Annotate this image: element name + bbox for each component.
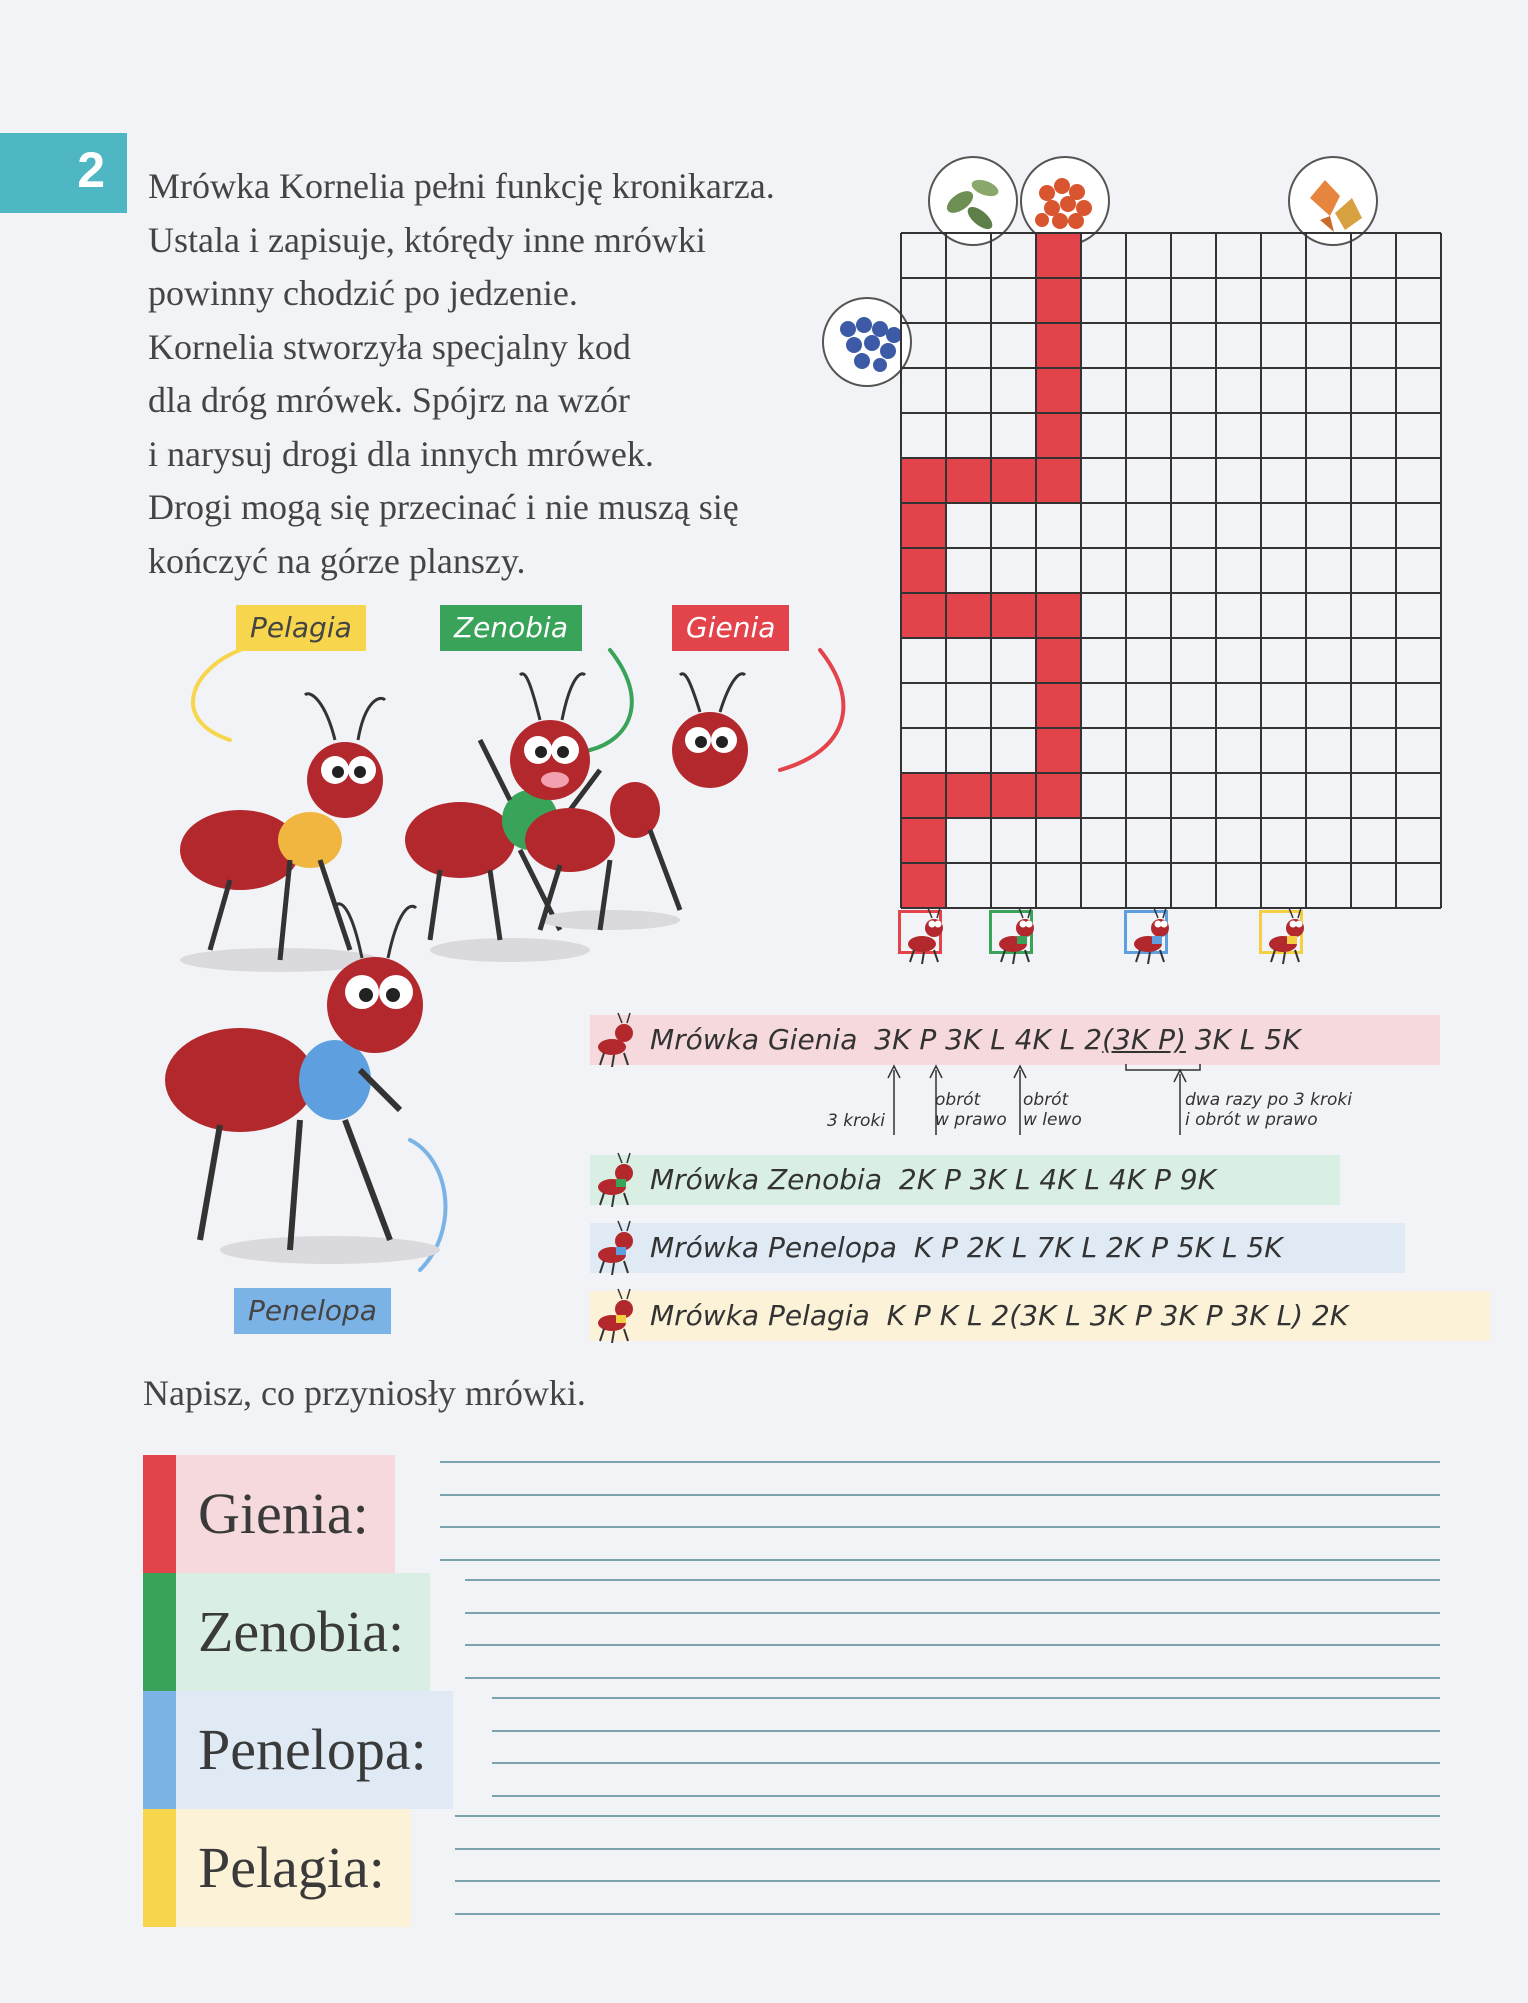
name-tag-zenobia: Zenobia <box>440 605 582 651</box>
path-cell <box>991 458 1036 503</box>
annotation-left-turn-line2: w lewo <box>1023 1110 1082 1130</box>
zenobia-arrow <box>590 650 632 750</box>
answer-label: Zenobia: <box>176 1573 430 1691</box>
annotation-twice-line1: dwa razy po 3 kroki <box>1185 1090 1352 1110</box>
instruction-line: powinny chodzić po jedzenie. <box>148 273 578 313</box>
exercise-number-tab <box>0 133 127 213</box>
path-cell <box>946 458 991 503</box>
path-cell <box>901 773 946 818</box>
exercise-instructions <box>148 160 908 588</box>
instruction-line: kończyć na górze planszy. <box>148 540 526 581</box>
path-cell <box>1036 593 1081 638</box>
path-cell <box>1036 638 1081 683</box>
path-cell <box>1036 728 1081 773</box>
path-cell <box>901 593 946 638</box>
code-sequence: K P 2K L 7K L 2K P 5K L 5K <box>913 1231 1283 1264</box>
code-row-zenobia <box>590 1155 1340 1205</box>
code-group: (3K P) <box>1102 1023 1186 1056</box>
path-cell <box>1036 773 1081 818</box>
code-row-pelagia <box>590 1291 1490 1341</box>
path-cell <box>1036 368 1081 413</box>
path-cell <box>946 593 991 638</box>
instruction-line: Mrówka Kornelia pełni funkcję kronikarza. <box>148 166 775 206</box>
answer-lines-pelagia[interactable] <box>455 1809 1440 1927</box>
code-row-penelopa <box>590 1223 1405 1273</box>
yellow-ant-icon <box>594 1285 644 1343</box>
color-bar <box>143 1573 176 1691</box>
annotation-steps: 3 kroki <box>827 1111 886 1131</box>
exercise-number: 2 <box>77 142 105 198</box>
answer-label: Gienia: <box>176 1455 395 1573</box>
yellow-ant-icon <box>1269 908 1304 964</box>
code-sequence: 2K P 3K L 4K L 4K P 9K <box>898 1163 1216 1196</box>
instruction-line: i narysuj drogi dla innych mrówek. <box>148 433 654 474</box>
code-label: Mrówka Zenobia <box>650 1163 882 1196</box>
code-label: Mrówka Gienia <box>650 1023 858 1056</box>
path-cell <box>991 593 1036 638</box>
path-cell <box>901 818 946 863</box>
annotation-twice-line2: i obrót w prawo <box>1185 1110 1318 1130</box>
code-sequence: 3K P 3K L 4K L 2 <box>874 1023 1103 1056</box>
answer-lines-zenobia[interactable] <box>465 1573 1440 1691</box>
path-cell <box>946 773 991 818</box>
gienia-ant-icon <box>525 674 748 930</box>
answer-label: Pelagia: <box>176 1809 411 1927</box>
color-bar <box>143 1809 176 1927</box>
red-ant-icon <box>594 1009 644 1067</box>
path-cell <box>1036 278 1081 323</box>
answer-lines-penelopa[interactable] <box>492 1691 1440 1809</box>
blueberries-icon <box>822 297 912 387</box>
path-cell <box>1036 683 1081 728</box>
annotation-left-turn <box>1023 1090 1082 1130</box>
gienia-arrow <box>780 650 843 770</box>
annotation-right-turn-line1: obrót <box>935 1090 981 1110</box>
path-cell <box>901 503 946 548</box>
color-bar <box>143 1691 176 1809</box>
color-bar <box>143 1455 176 1573</box>
path-cell <box>1036 233 1081 278</box>
name-tag-gienia: Gienia <box>672 605 789 651</box>
path-cell <box>1036 323 1081 368</box>
instruction-line: dla dróg mrówek. Spójrz na wzór <box>148 380 630 420</box>
answer-lines-gienia[interactable] <box>440 1455 1440 1573</box>
name-tag-penelopa: Penelopa <box>234 1288 391 1334</box>
annotation-left-turn-line1: obrót <box>1023 1090 1069 1110</box>
blue-ant-icon <box>594 1217 644 1275</box>
annotation-right-turn <box>935 1090 1007 1130</box>
instruction-line: Drogi mogą się przecinać i nie muszą się <box>148 487 739 527</box>
pelagia-arrow <box>193 650 240 740</box>
path-cell <box>1036 458 1081 503</box>
code-sequence: K P K L 2(3K L 3K P 3K P 3K L) 2K <box>886 1299 1349 1332</box>
instruction-line: Kornelia stworzyła specjalny kod <box>148 326 631 367</box>
annotation-right-turn-line2: w prawo <box>935 1110 1007 1130</box>
start-ants <box>900 900 1310 970</box>
code-sequence-end: 3K L 5K <box>1185 1023 1301 1056</box>
instruction-line: Ustala i zapisuje, którędy inne mrówki <box>148 219 706 260</box>
path-cell <box>1036 413 1081 458</box>
path-cell <box>991 773 1036 818</box>
answers-prompt: Napisz, co przyniosły mrówki. <box>143 1373 586 1413</box>
code-row-gienia <box>590 1015 1440 1065</box>
code-label: Mrówka Penelopa <box>650 1231 897 1264</box>
answer-label: Penelopa: <box>176 1691 453 1809</box>
green-ant-icon <box>594 1149 644 1207</box>
red-ant-icon <box>908 908 943 964</box>
name-tag-pelagia: Pelagia <box>236 605 366 651</box>
green-ant-icon <box>999 908 1034 964</box>
code-label: Mrówka Pelagia <box>650 1299 870 1332</box>
path-grid[interactable] <box>900 232 1445 912</box>
path-cell <box>901 458 946 503</box>
annotation-twice <box>1185 1090 1352 1130</box>
path-cell <box>901 548 946 593</box>
blue-ant-icon <box>1134 908 1169 964</box>
